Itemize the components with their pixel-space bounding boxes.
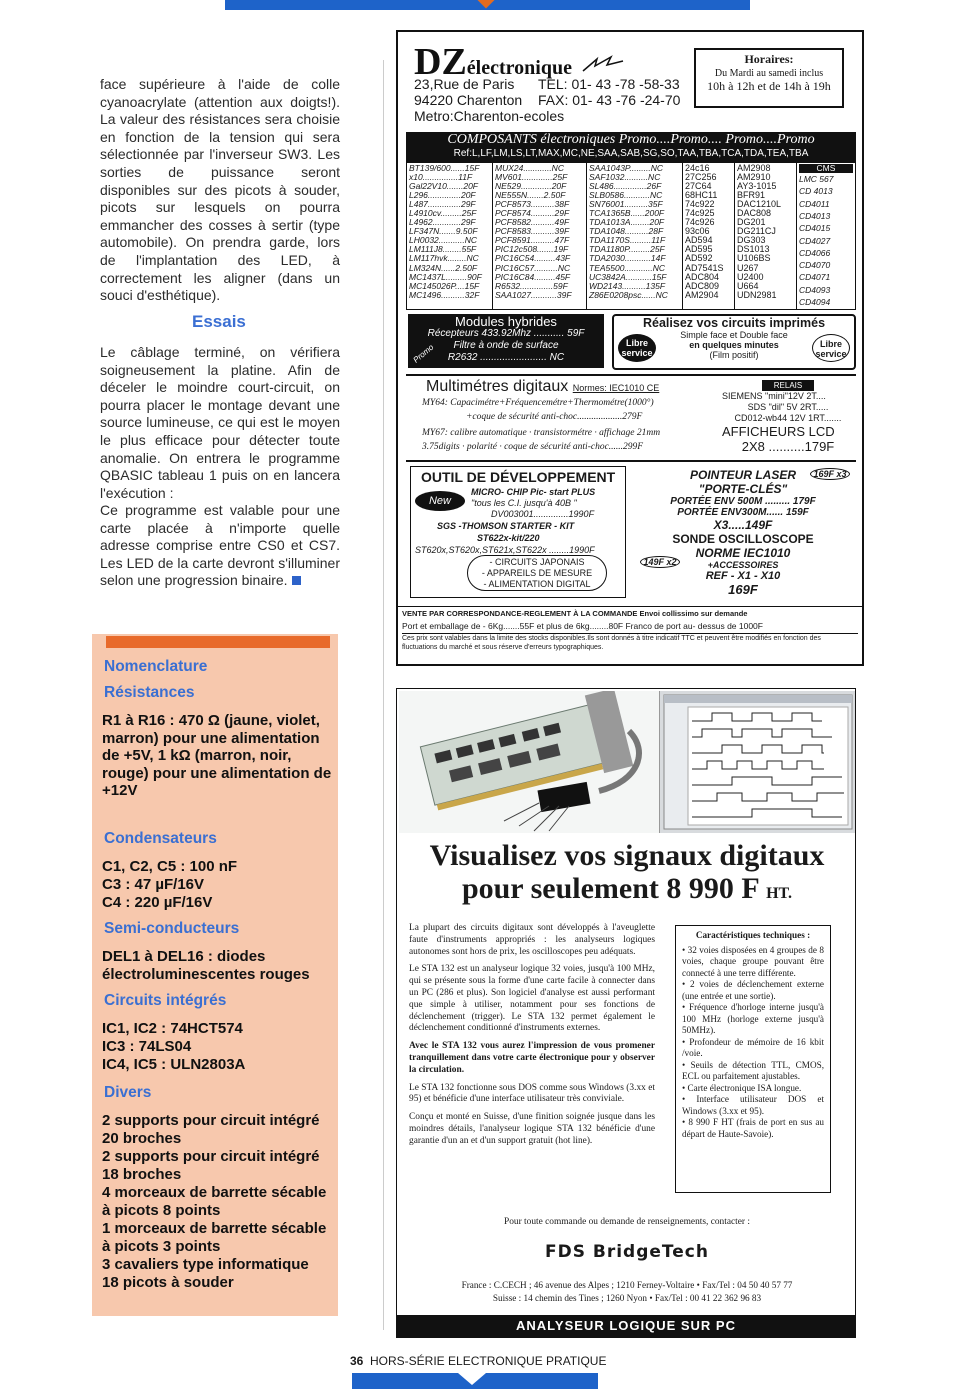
components-references: Ref:L,LF,LM,LS,LT,MAX,MC,NE,SAA,SAB,SG,SO,TAA,TBA,TCA,TDA,TEA,TBA <box>453 148 809 159</box>
modules-line-2: Filtre à onde de surface <box>453 340 559 351</box>
component-price-item: PCF8583..........39F <box>495 226 570 237</box>
outil-line-3: DV003001..............1990F <box>491 509 595 519</box>
component-price-item: PCF8582..........49F <box>495 217 570 228</box>
component-price-item: CD4011 <box>799 198 830 209</box>
component-price-item: BT139/600......15F <box>409 163 480 173</box>
fds-contact-line: Pour toute commande ou demande de renseignements, contacter : <box>503 1217 750 1227</box>
divers-heading: Divers <box>104 1084 152 1101</box>
laser-subtitle: "PORTE-CLÉS" <box>698 482 788 496</box>
hours-line-2: 10h à 12h et de 14h à 19h <box>707 79 831 93</box>
timing-diagram-icon <box>660 691 856 833</box>
fds-headline-line-1: Visualisez vos signaux digitaux <box>429 839 825 872</box>
multimetres-section <box>406 374 856 462</box>
fds-headline <box>397 839 857 910</box>
laser-sonde-block <box>632 464 854 597</box>
component-price-item: TCA1365B......200F <box>589 208 665 219</box>
fds-headline-line-2 <box>397 872 857 910</box>
dz-logo-letters: DZ <box>414 41 467 83</box>
component-price-item: L296..............20F <box>409 190 476 201</box>
component-price-item: PIC12c508.......19F <box>495 244 569 255</box>
component-price-item: MC1496..........32F <box>409 289 480 300</box>
component-price-item: 27C64 <box>685 181 712 192</box>
component-price-item: CD4013 <box>799 210 831 221</box>
sonde-accessoires: +ACCESSOIRES <box>707 560 779 570</box>
part-column-5 <box>735 163 797 309</box>
bottom-arrow-icon <box>458 1373 486 1385</box>
condensateurs-item-2: C3 : 47 µF/16V <box>102 876 205 893</box>
fds-bottom-banner: ANALYSEUR LOGIQUE SUR PC <box>397 1315 855 1337</box>
dz-address-line-2: 94220 Charenton <box>414 92 523 108</box>
component-price-item: ADC809 <box>685 280 720 291</box>
circuits-imprimes-line-2: en quelques minutes <box>689 340 779 350</box>
multimetres-norms: Normes: IEC1010 CE <box>572 383 660 393</box>
hours-line-1: Du Mardi au samedi inclus <box>714 68 824 79</box>
circuits-imprimes-title: Réalisez vos circuits imprimés <box>642 316 826 330</box>
component-price-item: 24c16 <box>685 163 710 173</box>
modules-title: Modules hybrides <box>455 314 557 329</box>
condensateurs-item-3: C4 : 220 µF/16V <box>102 894 213 911</box>
component-price-item: CD4066 <box>799 247 831 258</box>
component-price-item: Gal22V10.......20F <box>409 181 478 192</box>
analyzer-software-screenshot <box>659 691 855 833</box>
component-price-item: TDA1170S.........11F <box>589 235 666 246</box>
component-price-item: PCF8591..........47F <box>495 235 570 246</box>
condensateurs-item-1: C1, C2, C5 : 100 nF <box>102 858 238 875</box>
component-price-item: DAC808 <box>737 208 772 219</box>
part-column-4 <box>683 163 735 309</box>
fds-paragraph-1: La plupart des circuits digitaux sont développés à l'aveuglette faute d'instruments appropriés : les analyseurs logiques autonomes sont hors de prix, les oscilloscopes peu adéquats. <box>409 923 655 957</box>
circuits-japonais-oval <box>467 555 607 591</box>
laser-price-3: X3.....149F <box>713 518 773 532</box>
cms-list <box>799 173 853 308</box>
component-price-item: TDA1048..........28F <box>589 226 664 237</box>
sonde-badge-x2: 149F x2 <box>640 556 680 568</box>
components-banner <box>406 132 856 162</box>
component-price-item: TDA1013A........20F <box>589 217 665 228</box>
component-price-item: 74c925 <box>685 208 715 219</box>
article-paragraph-1: face supérieure à l'aide de colle cyanoacrylate (attention aux doigts!). La valeur des résistances sera choisie en fonction de la tension qui sera sélectionnée par l'inverseur SW3. Les sorties de puissance seront disponibles sur des picots à souder, picots sur lesquels on pourra emmancher des cosses à sertir (type automobile). On prendra garde, lors de l'implantation des LED, à correctement les aligner (dans un souci d'esthétique). <box>100 76 340 304</box>
fds-body-text <box>409 923 655 1154</box>
fds-spec-3: • Fréquence d'horloge interne jusqu'à 100 MHz (horloge externe jusqu'à 50MHz). <box>682 1002 824 1035</box>
lightning-logo-icon <box>581 55 625 75</box>
nomenclature-box <box>92 634 338 1316</box>
component-price-item: CD4015 <box>799 223 831 234</box>
component-price-item: MC1437L.........90F <box>409 271 482 282</box>
divers-item-1: 2 supports pour circuit intégré 20 broches <box>102 1112 320 1147</box>
modules-hybrides-box <box>408 314 604 368</box>
component-price-item: TDA1180P.........25F <box>589 244 665 255</box>
component-price-item: LH0032...........NC <box>409 235 478 246</box>
cms-header: CMS <box>799 164 853 173</box>
dz-footer-line-1: VENTE PAR CORRESPONDANCE-REGLEMENT À LA COMMANDE Envoi collissimo sur demande <box>402 609 748 618</box>
component-price-item: SN76001..........35F <box>589 199 663 210</box>
component-price-item: AM2904 <box>685 289 719 300</box>
component-price-item: MV601.............25F <box>495 172 568 183</box>
column-divider <box>356 60 384 1330</box>
dz-footer-line-2: Port et emballage de - 6Kg.......55F et plus de 6kg........80F Franco de port au- dessus de 1000F <box>402 621 763 631</box>
afficheurs-title: AFFICHEURS LCD <box>722 424 835 439</box>
resistances-heading: Résistances <box>104 684 195 701</box>
component-price-item: L4910cv.........25F <box>409 208 477 219</box>
relais-line-3: CD012-wb44 12V 1RT....... <box>734 413 842 423</box>
component-price-item: LF347N.......9.50F <box>409 226 478 237</box>
component-price-item: U664 <box>737 280 759 291</box>
multimetre-my64: MY64: Capacimétre+Fréquencemétre+Thermométre(1000°) <box>422 398 654 408</box>
fds-spec-7: • Interface utilisateur DOS et Windows (3.xx et 95). <box>682 1094 824 1116</box>
component-price-item: MUX24............NC <box>495 163 564 173</box>
dz-electronique-ad <box>396 30 864 666</box>
component-price-item: LM117hvk........NC <box>409 253 479 264</box>
component-price-item: DG303 <box>737 235 766 246</box>
semiconducteurs-item: DEL1 à DEL16 : diodes électroluminescentes rouges <box>102 948 310 983</box>
component-price-item: CD4027 <box>799 235 831 246</box>
component-price-item: R6532..............59F <box>495 280 568 291</box>
divers-item-3: 4 morceaux de barrette sécable à picots 8 points <box>102 1184 327 1219</box>
component-price-item: CD4071 <box>799 272 831 283</box>
fds-spec-5: • Seuils de détection TTL, CMOS, ECL ou parfaitement ajustables. <box>682 1059 824 1081</box>
component-price-item: UC3842A...........15F <box>589 271 667 282</box>
relais-block <box>722 380 854 454</box>
cj-line-3: - ALIMENTATION DIGITAL <box>483 579 591 589</box>
new-badge: New <box>415 491 465 511</box>
logic-analyzer-card-photo <box>399 691 659 833</box>
modules-line-3: R2632 ........................ NC <box>447 352 565 363</box>
fds-spec-1: • 32 voies disposées en 4 groupes de 8 voies, chaque groupe pouvant être connecté à une terre différente. <box>682 944 824 978</box>
component-price-item: AY3-1015 <box>737 181 777 192</box>
component-price-item: WD2143..........135F <box>589 280 666 291</box>
component-price-item: U267 <box>737 262 759 273</box>
component-price-item: DS1013 <box>737 244 770 255</box>
outil-line-4: SGS -THOMSON STARTER - KIT <box>437 521 575 531</box>
component-price-item: AD595 <box>685 244 713 255</box>
fds-headline-ht: HT. <box>766 885 793 902</box>
fds-spec-8: • 8 990 F HT (frais de port en sus au départ de Haute-Savoie). <box>682 1117 824 1139</box>
component-price-item: TEA5500............NC <box>589 262 666 273</box>
components-price-grid <box>406 162 856 310</box>
component-price-item: LM111J8........55F <box>409 244 477 255</box>
component-price-item: SLB0586...........NC <box>589 190 663 201</box>
fds-brand-logo: FDS BridgeTech <box>545 1242 709 1262</box>
fds-paragraph-4: Le STA 132 fonctionne sous DOS comme sous Windows (3.xx et 95) et bénéficie d'une interface utilisateur très conviviale. <box>409 1082 655 1105</box>
fds-paragraph-3: Avec le STA 132 vous aurez l'impression de vous promener tranquillement dans votre carte électronique pour y observer la circulation. <box>409 1041 655 1075</box>
dz-footer-disclaimer: Ces prix sont valables dans la limite des stocks disponibles.Ils sont donnés à titre indicatif TTC et peuvent être modifiés en fonction des fluctuations du marché et sous réserve d'erreurs typographiques. <box>402 633 858 652</box>
component-price-item: UDN2981 <box>737 289 777 300</box>
component-price-item: AD594 <box>685 235 713 246</box>
component-price-item: SAA1027...........39F <box>495 289 572 300</box>
nomenclature-top-bar <box>106 636 330 648</box>
component-price-item: BFR91 <box>737 190 766 201</box>
component-price-item: L4962............29F <box>409 217 476 228</box>
modules-promo-tag: Promo <box>411 342 436 365</box>
fds-address-france: France : C.CECH ; 46 avenue des Alpes ; 1210 Ferney-Voltaire • Fax/Tel : 04 50 40 57 77 <box>461 1280 793 1290</box>
component-price-item: CD4093 <box>799 284 831 295</box>
circuits-imprimes-line-3: (Film positif) <box>709 350 759 360</box>
component-price-item: AM2910 <box>737 172 771 183</box>
component-price-item: AD592 <box>685 253 713 264</box>
fds-paragraph-2: Le STA 132 est un analyseur logique 32 voies, jusqu'à 100 MHz, qui se présente sous la forme d'une carte facile à connecter dans un PC (286 et plus). Son logiciel d'analyse est aussi performant que simple à utiliser, notamment pour ses fonctions de déclenchement (trigger). Le STA 132 permet également le déclenchement conditionné d'instruments externes. <box>409 964 655 1034</box>
outil-box <box>410 466 626 598</box>
fds-spec-6: • Carte électronique ISA longue. <box>682 1082 802 1093</box>
component-price-item: L487..............29F <box>409 199 476 210</box>
sonde-ref: REF - X1 - X10 <box>705 570 781 582</box>
nomenclature-title: Nomenclature <box>104 658 208 675</box>
fds-addresses <box>397 1279 857 1305</box>
relais-line-2: SDS "dil" 5V 2RT..... <box>747 402 829 412</box>
dz-phone-block <box>538 76 680 108</box>
dz-tel: TEL: 01- 43 -78 -58-33 <box>538 76 680 92</box>
article-paragraph-2: Le câblage terminé, on vérifiera soigneusement la platine. Afin de déceler le moindre court-circuit, on pourra placer le montage devant une source lumineuse, ce qui est le moyen le plus efficace pour détecter toute anomalie. On entrera le programme QBASIC tableau 1 puis on en lancera l'exécution : <box>100 344 340 501</box>
component-price-item: NE529.............20F <box>495 181 567 192</box>
components-title: COMPOSANTS électroniques Promo....Promo.... Promo....Promo <box>447 132 815 147</box>
fds-address-suisse: Suisse : 14 chemin des Tines ; 1260 Nyon • Fax/Tel : 00 41 22 362 96 83 <box>492 1293 762 1303</box>
sonde-norme: NORME IEC1010 <box>695 546 791 560</box>
article-paragraph-3 <box>100 502 340 590</box>
multimetres-title-text: Multimétres digitaux <box>426 378 569 395</box>
outil-title: OUTIL DE DÉVELOPPEMENT <box>421 469 616 485</box>
fds-spec-4: • Profondeur de mémoire de 16 kbit /voie. <box>682 1036 824 1058</box>
fds-headline-price: pour seulement 8 990 F <box>461 872 759 905</box>
sonde-price: 169F <box>728 582 758 597</box>
laser-badge-x3: 169F x3 <box>810 468 850 480</box>
component-price-item: AM2908 <box>737 163 771 173</box>
component-price-item: MC145026P....15F <box>409 280 480 291</box>
laser-price-2: PORTÉE ENV300M...... 159F <box>677 507 809 518</box>
dz-address-line-3: Metro:Charenton-ecoles <box>414 108 565 124</box>
cms-column <box>797 163 855 309</box>
multimetres-title <box>426 378 659 396</box>
divers-item-2: 2 supports pour circuit intégré 18 broches <box>102 1148 320 1183</box>
sonde-title: SONDE OSCILLOSCOPE <box>672 532 814 546</box>
dz-fax: FAX: 01- 43 -76 -24-70 <box>538 92 681 108</box>
dz-opening-hours <box>694 48 844 108</box>
component-price-item: NE555N.......2.50F <box>495 190 566 201</box>
divers-item-4: 1 morceaux de barrette sécable à picots 3 points <box>102 1220 327 1255</box>
end-of-article-square-icon <box>292 576 301 585</box>
component-price-item: LMC 567 <box>799 174 834 185</box>
component-price-item: DG211CJ <box>737 226 776 237</box>
laser-price-1: PORTÉE ENV 500M ......... 179F <box>670 496 816 507</box>
component-price-item: ADC804 <box>685 271 720 282</box>
fds-specs-title: Caractéristiques techniques : <box>695 930 811 940</box>
component-price-item: CD 4013 <box>799 186 833 197</box>
dz-footer-terms <box>398 606 862 653</box>
component-price-item: 27C256 <box>685 172 717 183</box>
outil-line-1: MICRO- CHIP Pic- start PLUS <box>471 487 596 497</box>
dz-logo-word: électronique <box>466 57 572 79</box>
publication-title: HORS-SÉRIE ELECTRONIQUE PRATIQUE <box>370 1354 607 1368</box>
component-price-item: PIC16C54.........43F <box>495 253 571 264</box>
divers-item-5: 3 cavaliers type informatique <box>102 1256 309 1273</box>
component-price-item: CD4094 <box>799 297 831 308</box>
component-price-item: U2400 <box>737 271 764 282</box>
component-price-item: DAC1210L <box>737 199 782 210</box>
circuits-imprimes-line-1: Simple face et Double face <box>680 330 788 340</box>
laser-title: POINTEUR LASER <box>689 468 796 482</box>
price-column-1 <box>407 163 493 309</box>
component-price-item: CD4070 <box>799 260 831 271</box>
component-price-item: U106BS <box>737 253 771 264</box>
fds-bridgetech-ad <box>396 688 856 1338</box>
component-price-item: x10...............11F <box>409 172 473 183</box>
price-column-2 <box>493 163 587 309</box>
circuits-imprimes-box <box>612 314 856 370</box>
dz-address-line-1: 23,Rue de Paris <box>414 76 515 92</box>
component-price-item: PIC16C57..........NC <box>495 262 571 273</box>
libre-service-badge-left: Libre service <box>618 334 656 362</box>
relais-header: RELAIS <box>762 380 814 391</box>
fds-specs-box <box>675 925 831 1193</box>
semiconducteurs-heading: Semi-conducteurs <box>104 920 240 937</box>
outil-developpement-section <box>406 464 856 602</box>
divers-item-6: 18 picots à souder <box>102 1274 234 1291</box>
circuits-integres-heading: Circuits intégrés <box>104 992 227 1009</box>
circuits-integres-item-1: IC1, IC2 : 74HCT574 <box>102 1020 243 1037</box>
hours-title: Horaires: <box>744 52 794 66</box>
component-price-item: 74c926 <box>685 217 715 228</box>
outil-line-2: "tous les C.I. jusqu'à 40B " <box>471 498 577 508</box>
multimetre-my67-price: 3.75digits · polarité · coque de sécurité anti-choc......299F <box>422 442 644 452</box>
component-price-item: Z86E0208psc......NC <box>589 289 668 300</box>
component-price-item: LM324N......2.50F <box>409 262 478 273</box>
price-column-3 <box>587 163 683 309</box>
cj-line-2: - APPAREILS DE MESURE <box>481 568 593 578</box>
multimetre-my67: MY67: calibre automatique · transistormétre · affichage 21mm <box>422 428 661 438</box>
modules-line-1: Récepteurs 433.92Mhz ........... 59F <box>427 328 585 339</box>
multimetre-my64-price: +coque de sécurité anti-choc...................279F <box>466 412 643 422</box>
component-price-item: DG201 <box>737 217 766 228</box>
component-price-item: 68HC11 <box>685 190 718 201</box>
afficheurs-price: 2X8 ..........179F <box>741 439 835 454</box>
component-price-item: TDA2030...........14F <box>589 253 666 264</box>
relais-line-1: SIEMENS "mini"12V 2T.... <box>722 391 826 401</box>
component-price-item: PIC16C84.........45F <box>495 271 571 282</box>
component-price-item: AD7541S <box>685 262 724 273</box>
component-price-item: 93c06 <box>685 226 710 237</box>
outil-line-5: ST622x-kit/220 <box>477 533 540 543</box>
condensateurs-heading: Condensateurs <box>104 830 217 847</box>
component-price-item: 74c922 <box>685 199 715 210</box>
fds-spec-2: • 2 voies de déclenchement externe (une entrée et une sortie). <box>682 979 824 1001</box>
pcb-card-illustration <box>399 691 659 833</box>
fds-paragraph-5: Conçu et monté en Suisse, d'une finition soignée jusque dans les moindres détails, l'analyseur logique STA 132 bénéficie d'une garantie d'un an et d'un support gratuit (hot line). <box>409 1112 655 1146</box>
component-price-item: SAF1032..........NC <box>589 172 661 183</box>
resistances-item: R1 à R16 : 470 Ω (jaune, violet, marron) pour une alimentation de +5V, 1 kΩ (marron, noir, rouge) pour une alimentation de +12V <box>102 712 332 799</box>
component-price-item: SL486..............26F <box>589 181 662 192</box>
section-heading-essais: Essais <box>192 312 246 331</box>
circuits-integres-item-2: IC3 : 74LS04 <box>102 1038 192 1055</box>
page-number: 36 <box>350 1354 364 1368</box>
component-price-item: PCF8573..........38F <box>495 199 570 210</box>
article-paragraph-3-text: Ce programme est valable pour une carte placée à n'importe quelle adresse comprise entre CS0 et CS7. Les LED de la carte devront s'illuminer selon une progression binaire. <box>100 502 340 589</box>
component-price-item: PCF8574..........29F <box>495 208 570 219</box>
component-price-item: SAA1043P.........NC <box>589 163 664 173</box>
libre-service-badge-right: Libre service <box>812 334 850 362</box>
outil-line-6: ST620x,ST620x,ST621x,ST622x ........1990F <box>415 545 595 555</box>
cj-line-1: - CIRCUITS JAPONAIS <box>489 557 585 567</box>
circuits-integres-item-3: IC4, IC5 : ULN2803A <box>102 1056 246 1073</box>
